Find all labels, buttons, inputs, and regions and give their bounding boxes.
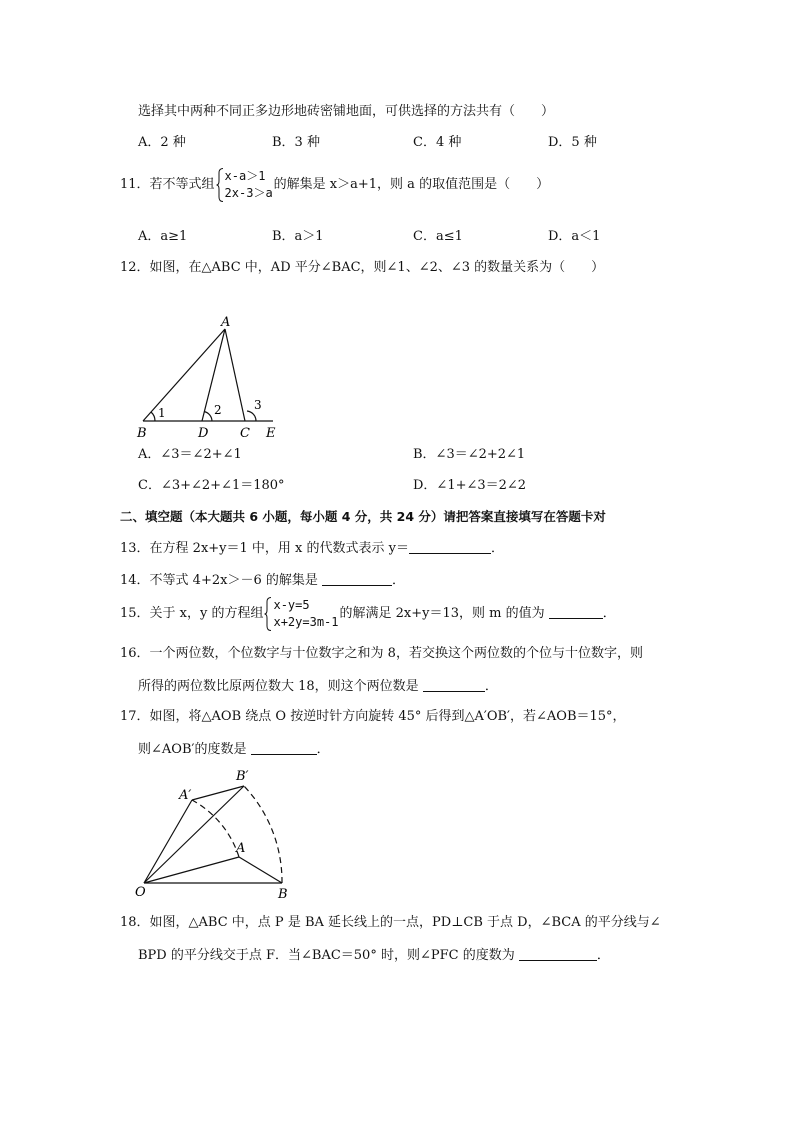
q12-option-a: A．∠3＝∠2+∠1 <box>138 447 242 462</box>
q13-text: 13．在方程 2x+y＝1 中，用 x 的代数式表示 y＝ <box>120 541 409 556</box>
q13-stem <box>120 539 504 558</box>
q11-system-row-2: 2x-3＞a <box>224 185 273 200</box>
q17-rotation-figure <box>130 764 300 904</box>
q11-suffix: 的解集是 x＞a+1，则 a 的取值范围是（ ） <box>273 177 550 192</box>
q12-option-d: D．∠1+∠3＝2∠2 <box>413 478 527 493</box>
q17-label-b-prime: B′ <box>236 769 249 784</box>
q11-prefix: 11．若不等式组 <box>120 177 215 192</box>
q17-answer-blank[interactable] <box>251 740 317 755</box>
q14-answer-blank[interactable] <box>322 571 392 586</box>
q17-label-o: O <box>135 885 146 900</box>
q12-angle-1: 1 <box>158 406 166 420</box>
q12-stem: 12．如图，在△ABC 中，AD 平分∠BAC，则∠1、∠2、∠3 的数量关系为（ ） <box>120 260 605 275</box>
q16-text: 所得的两位数比原两位数大 18，则这个两位数是 <box>138 679 423 694</box>
q18-answer-blank[interactable] <box>519 946 597 961</box>
q15-stem <box>120 594 616 634</box>
q15-prefix: 15．关于 x，y 的方程组 <box>120 606 264 621</box>
q17-line-1: 17．如图，将△AOB 绕点 O 按逆时针方向旋转 45° 后得到△A′OB′，若∠AOB＝15°， <box>120 709 626 724</box>
q10-option-c: C．4 种 <box>413 135 462 150</box>
q16-line-1: 16．一个两位数，个位数字与十位数字之和为 8，若交换这个两位数的个位与十位数字，则 <box>120 646 643 661</box>
q14-text: 14．不等式 4+2x＞－6 的解集是 <box>120 573 322 588</box>
q17-end: ． <box>316 742 330 757</box>
q11-option-c: C．a≤1 <box>413 229 463 244</box>
q12-label-c: C <box>240 426 250 441</box>
brace-icon <box>264 597 272 631</box>
q15-equation-system <box>264 597 338 631</box>
q15-end: ． <box>602 606 616 621</box>
q11-option-b: B．a＞1 <box>272 229 324 244</box>
q12-label-d: D <box>198 426 209 441</box>
q12-label-a: A <box>221 315 231 330</box>
q10-option-b: B．3 种 <box>272 135 320 150</box>
q16-answer-blank[interactable] <box>423 677 485 692</box>
q11-system-row-1: x-a＞1 <box>224 168 266 183</box>
q12-option-c: C．∠3+∠2+∠1＝180° <box>138 478 285 493</box>
q13-end: ． <box>491 541 505 556</box>
q16-end: ． <box>484 679 498 694</box>
section-2-title: 二、填空题（本大题共 6 小题，每小题 4 分，共 24 分）请把答案直接填写在答题卡对 <box>120 509 606 524</box>
q15-system-row-2: x+2y=3m-1 <box>273 614 339 629</box>
q12-label-e: E <box>266 426 276 441</box>
q12-option-b: B．∠3＝∠2+2∠1 <box>413 447 526 462</box>
q18-line-1: 18．如图，△ABC 中，点 P 是 BA 延长线上的一点，PD⊥CB 于点 D，∠BCA 的平分线与∠ <box>120 915 661 930</box>
q14-stem <box>120 571 405 590</box>
q11-option-d: D．a＜1 <box>548 229 601 244</box>
q12-triangle-figure <box>130 308 290 444</box>
q11-inequality-system <box>216 168 273 202</box>
brace-icon <box>216 168 224 202</box>
q12-angle-2: 2 <box>214 403 222 417</box>
q10-option-a: A．2 种 <box>138 135 186 150</box>
q18-end: ． <box>596 948 610 963</box>
q17-label-a-prime: A′ <box>179 788 192 803</box>
q17-line-2 <box>138 740 330 759</box>
q11-stem <box>120 166 549 204</box>
q10-stem: 选择其中两种不同正多边形地砖密铺地面，可供选择的方法共有（ ） <box>138 104 555 119</box>
q18-text: BPD 的平分线交于点 F．当∠BAC＝50° 时，则∠PFC 的度数为 <box>138 948 519 963</box>
q14-end: ． <box>391 573 405 588</box>
q12-angle-3: 3 <box>254 398 262 412</box>
q16-line-2 <box>138 677 498 696</box>
q15-suffix: 的解满足 2x+y＝13，则 m 的值为 <box>339 606 549 621</box>
q15-answer-blank[interactable] <box>549 604 603 619</box>
q13-answer-blank[interactable] <box>409 539 491 554</box>
q18-line-2 <box>138 946 610 965</box>
q17-text: 则∠AOB′的度数是 <box>138 742 251 757</box>
q12-label-b: B <box>137 426 147 441</box>
q10-option-d: D．5 种 <box>548 135 597 150</box>
q17-label-a: A <box>236 841 246 856</box>
q17-label-b: B <box>278 887 288 902</box>
q11-option-a: A．a≥1 <box>138 229 188 244</box>
q15-system-row-1: x-y=5 <box>273 597 310 612</box>
